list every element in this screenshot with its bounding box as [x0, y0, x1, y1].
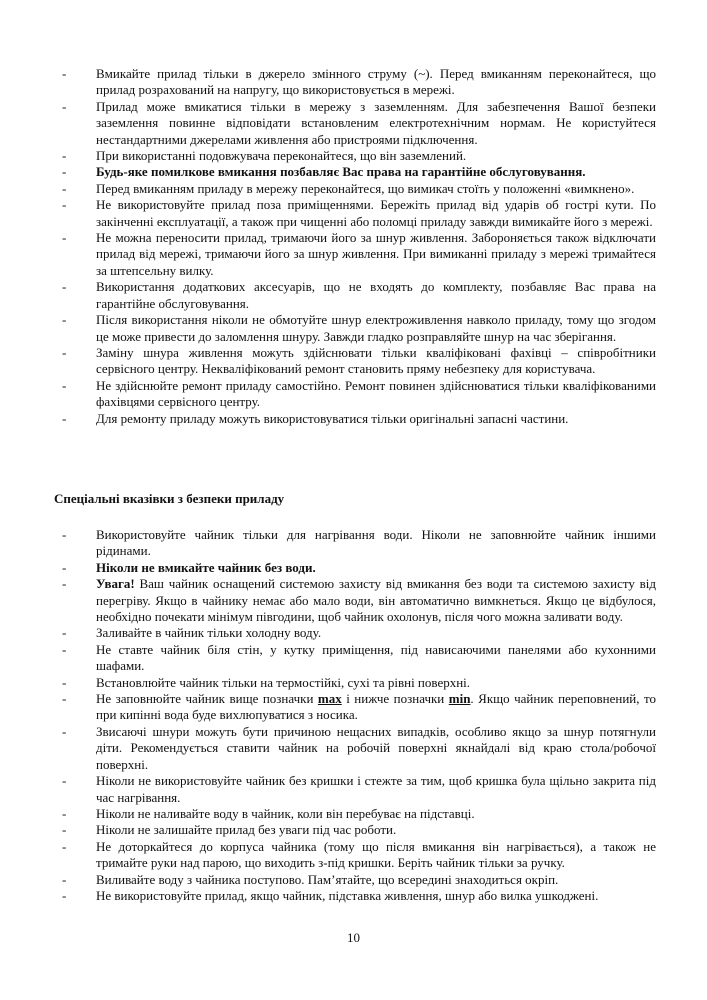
- list-item-text: Перед вмиканням приладу в мережу переконайтеся, що вимикач стоїть у положенні «вимкнено».: [96, 180, 635, 196]
- list-item-text: Ніколи не наливайте воду в чайник, коли він перебуває на підставці.: [96, 805, 475, 821]
- list-item: [0, 822, 707, 838]
- bullet-dash: -: [62, 838, 67, 854]
- list-item-text-bold: Ніколи не вмикайте чайник без води.: [96, 559, 316, 575]
- bullet-dash: -: [62, 723, 67, 739]
- bullet-dash: -: [62, 641, 67, 657]
- list-item: [0, 230, 707, 279]
- list-item-text: Не здійснюйте ремонт приладу самостійно. Ремонт повинен здійснюватися тільки кваліфікованими фахівцями сервісного центру.: [96, 377, 656, 410]
- bullet-dash: -: [62, 773, 67, 789]
- text-part: і нижче позначки: [341, 691, 449, 707]
- text-part: . Якщо чайник переповнений, то при кипінні вода буде вихлюпуватися з носика.: [96, 691, 656, 723]
- list-item: [0, 839, 707, 872]
- list-item-text: Не використовуйте прилад поза приміщеннями. Бережіть прилад від ударів об гострі кути. По закінченні експлуатації, а також при чищенні або поломці приладу завжди вимикайте його з мережі.: [96, 197, 656, 229]
- list-item-text: Заміну шнура живлення можуть здійснювати тільки кваліфіковані фахівці – співробітники сервісного центру. Некваліфікований ремонт становить пряму небезпеку для користувача.: [96, 344, 656, 377]
- list-item-text: Виливайте воду з чайника поступово. Пам’ятайте, що всередині знаходиться окріп.: [96, 871, 559, 887]
- list-item: [0, 888, 707, 904]
- bullet-dash: -: [62, 66, 67, 81]
- bullet-dash: -: [62, 822, 67, 838]
- bullet-dash: -: [62, 559, 67, 575]
- bullet-dash: -: [62, 230, 67, 246]
- warning-text: Ваш чайник оснащений системою захисту від вмикання без води та системою захисту від перегріву. Якщо в чайнику немає або мало води, він автоматично вимкнеться. Якщо це відбулося, необхідно почекати мінімум півгодини, щоб чайник охолонув, після чого можна заливати воду.: [96, 576, 656, 625]
- list-item-text: Після використання ніколи не обмотуйте шнур електроживлення навколо приладу, тому що згодом це може привести до заломлення шнуру. Завжди гладко розправляйте шнур на час зберігання.: [96, 312, 656, 344]
- list-item: [0, 806, 707, 822]
- bullet-dash: -: [62, 197, 67, 213]
- list-item-text: Не можна переносити прилад, тримаючи його за шнур живлення. Забороняється також відключати прилад від мережі, тримаючи його за шнур живлення. При вимиканні приладу з мережі тримайтеся за штепсельну вилку.: [96, 230, 656, 278]
- list-item: [0, 181, 707, 197]
- list-item: [0, 345, 707, 378]
- bullet-dash: -: [62, 871, 67, 887]
- min-mark-label: min: [448, 691, 471, 707]
- section-heading: Спеціальні вказівки з безпеки приладу: [54, 491, 285, 506]
- list-item: [0, 411, 707, 427]
- list-item: [0, 279, 707, 312]
- bullet-dash: -: [62, 312, 67, 328]
- list-item-text: Прилад може вмикатися тільки в мережу з заземленням. Для забезпечення Вашої безпеки заземлення повинне відповідати встановленим електротехнічним нормам. Не користуйтеся нестандартними джерелами живлення або пристроями підключення.: [96, 98, 656, 147]
- list-item-text: Встановлюйте чайник тільки на термостійкі, сухі та рівні поверхні.: [96, 674, 471, 690]
- bullet-dash: -: [62, 344, 67, 360]
- bullet-dash: -: [62, 674, 67, 690]
- list-item: [0, 527, 707, 560]
- bullet-dash: -: [62, 148, 67, 164]
- page-number: 10: [347, 930, 360, 945]
- bullet-dash: -: [62, 691, 67, 707]
- list-item-text: Ніколи не використовуйте чайник без кришки і стежте за тим, щоб кришка була щільно закрита під час нагрівання.: [96, 773, 656, 805]
- list-item: [0, 197, 707, 230]
- list-item: [0, 560, 707, 576]
- text-part: Не заповнюйте чайник вище позначки: [96, 691, 318, 707]
- bullet-dash: -: [62, 180, 67, 196]
- list-item: [0, 724, 707, 773]
- list-item-text: Не ставте чайник біля стін, у кутку приміщення, під нависаючими панелями або кухонними шафами.: [96, 641, 656, 674]
- list-item-text: При використанні подовжувача переконайтеся, що він заземлений.: [96, 148, 467, 164]
- list-item-text: Вмикайте прилад тільки в джерело змінного струму (~). Перед вмиканням переконайтеся, що прилад розрахований на напругу, що використовується в мережі.: [96, 66, 656, 98]
- list-item-text: Не використовуйте прилад, якщо чайник, підставка живлення, шнур або вилка ушкоджені.: [96, 887, 599, 903]
- list-item: [0, 312, 707, 345]
- bullet-dash: -: [62, 625, 67, 641]
- bullet-dash: -: [62, 805, 67, 821]
- list-item-text: Ніколи не залишайте прилад без уваги під час роботи.: [96, 822, 397, 838]
- kettle-safety-list: [0, 527, 707, 904]
- list-item: [0, 148, 707, 164]
- list-item: [0, 99, 707, 148]
- bullet-dash: -: [62, 887, 67, 903]
- bullet-dash: -: [62, 164, 67, 180]
- list-item-text: Для ремонту приладу можуть використовуватися тільки оригінальні запасні частини.: [96, 410, 569, 426]
- list-item-text: Використовуйте чайник тільки для нагрівання води. Ніколи не заповнюйте чайник іншими рідинами.: [96, 527, 656, 559]
- max-mark-label: max: [317, 691, 342, 707]
- list-item-text: [96, 691, 656, 724]
- list-item: [0, 691, 707, 724]
- list-item: [0, 164, 707, 180]
- list-item-text: Звисаючі шнури можуть бути причиною нещасних випадків, особливо якщо за шнур потягнули діти. Рекомендується ставити чайник на робочій поверхні якнайдалі від краю стола/робочої поверхні.: [96, 723, 656, 772]
- list-item: [0, 378, 707, 411]
- bullet-dash: -: [62, 527, 67, 542]
- bullet-dash: -: [62, 377, 67, 393]
- general-safety-list: [0, 66, 707, 427]
- bullet-dash: -: [62, 410, 67, 426]
- bullet-dash: -: [62, 279, 67, 295]
- list-item: [0, 773, 707, 806]
- list-item-text-bold: Будь-яке помилкове вмикання позбавляє Вас права на гарантійне обслуговування.: [96, 164, 586, 180]
- warning-label: Увага!: [96, 576, 135, 592]
- list-item-text: Не доторкайтеся до корпуса чайника (тому що після вмикання він нагрівається), а також не тримайте руки над парою, що виходить з-під кришки. Беріть чайник тільки за ручку.: [96, 838, 656, 871]
- list-item-text: Використання додаткових аксесуарів, що не входять до комплекту, позбавляє Вас права на гарантійне обслуговування.: [96, 279, 656, 311]
- list-item: [0, 642, 707, 675]
- list-item: [0, 872, 707, 888]
- list-item: [0, 576, 707, 625]
- bullet-dash: -: [62, 576, 67, 592]
- list-item: [0, 625, 707, 641]
- list-item-text: Заливайте в чайник тільки холодну воду.: [96, 625, 322, 641]
- bullet-dash: -: [62, 98, 67, 114]
- list-item: [0, 675, 707, 691]
- list-item: [0, 66, 707, 99]
- list-item-text: [96, 576, 656, 625]
